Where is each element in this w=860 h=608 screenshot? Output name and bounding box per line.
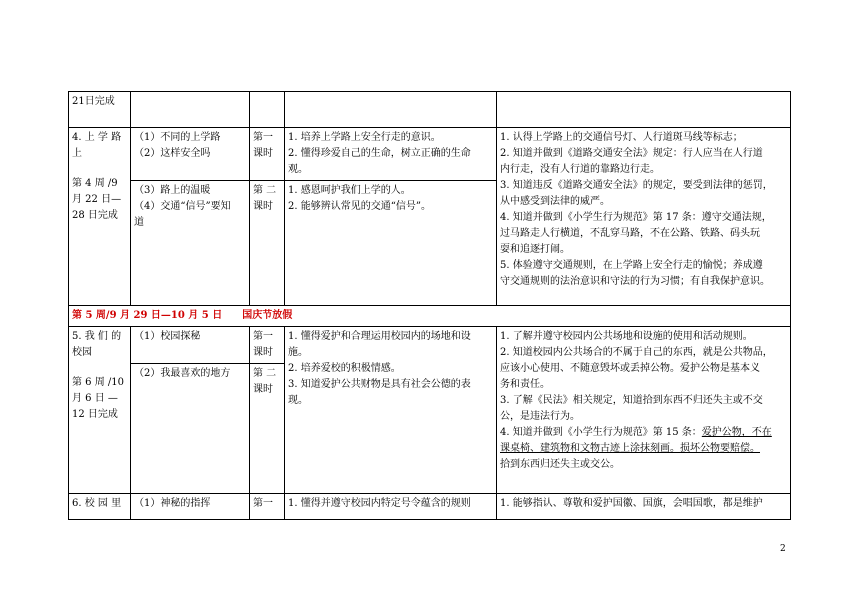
period-cell [250,92,285,128]
period-cell: 第一 课时 [250,128,285,181]
rule-underlined-1: 爱护公物，不在 [701,427,772,438]
table-row [69,327,791,364]
unit-cell: 5. 我 们 的 校园 第 6 周 /10 月 6 日 — 12 日完成 [69,327,131,494]
holiday-banner [69,306,791,327]
lesson-cell: （2）我最喜欢的地方 [131,364,250,494]
goal-cell: 1. 感恩呵护我们上学的人。 2. 能够辨认常见的交通“信号”。 [285,181,497,306]
rule-prefix: 4. 知道并做到《小学生行为规范》第 15 条： [500,427,702,438]
lesson-cell: （3）路上的温暖 （4）交通“信号”要知 道 [131,181,250,306]
period-cell: 第一 课时 [250,327,285,364]
lesson-cell: （1）校园探秘 [131,327,250,364]
goal-cell: 1. 懂得并遵守校园内特定号令蕴含的规则 [285,494,497,520]
period-cell: 第 二 课时 [250,364,285,494]
content-cell: 1. 认得上学路上的交通信号灯、人行道斑马线等标志； 2. 知道并做到《道路交通安全法》规定：行人应当在人行道 内行走，没有人行道的靠路边行走。 3. 知道违反《道路交通安全法》的规定，要受到法律的惩罚， 从中感受到法律的威严。 4. 知道并做到《小学生行为规范》第 17 条：遵守交通法规， 过马路走人行横道，不乱穿马路，不在公路、铁路、码头玩 耍和追逐打闹。 5. 体验遵守交通规则，在上学路上安全行走的愉悦；养成遵 守交通规则的法治意识和守法的行为习惯；有自我保护意识。 [497,128,791,306]
table-row [69,494,791,520]
content-cell: 1. 了解并遵守校园内公共场地和设施的使用和活动规则。 2. 知道校园内公共场合的不属于自己的东西，就是公共物品， 应该小心使用、不随意毁坏或丢掉公物。爱护公物是基本义 务和责任。 3. 了解《民法》相关规定，知道拾到东西不归还失主或不交 公，是违法行为。 4. 知道并做到《小学生行为规范》第 15 条：爱护公物，不在 课桌椅、建筑物和文物古迹上涂抹刻画。损坏公物要赔偿。 拾到东西归还失主或交公。 [497,327,791,494]
lesson-cell: （1）神秘的指挥 [131,494,250,520]
page-number: 2 [780,544,786,554]
holiday-banner-row [69,306,791,327]
content-cell: 1. 能够指认、尊敬和爱护国徽、国旗，会唱国歌，都是维护 [497,494,791,520]
unit-cell: 21日完成 [69,92,131,128]
lesson-cell: （1）不同的上学路 （2）这样安全吗 [131,128,250,181]
content-cell [497,92,791,128]
lesson-cell [131,92,250,128]
goal-cell: 1. 培养上学路上安全行走的意识。 2. 懂得珍爱自己的生命，树立正确的生命 观。 [285,128,497,181]
period-cell: 第一 [250,494,285,520]
banner-week: 第 5 周/9 月 29 日—10 月 5 日 [72,310,223,321]
table-row [69,128,791,181]
goal-cell [285,92,497,128]
unit-cell: 6. 校 园 里 [69,494,131,520]
curriculum-table [68,91,791,520]
table-row [69,92,791,128]
rule-underlined-2: 课桌椅、建筑物和文物古迹上涂抹刻画。损坏公物要赔偿。 [500,443,760,454]
banner-holiday: 国庆节放假 [242,310,293,321]
period-cell: 第 二 课时 [250,181,285,306]
unit-cell: 4. 上 学 路 上 第 4 周 /9 月 22 日— 28 日完成 [69,128,131,306]
goal-cell: 1. 懂得爱护和合理运用校园内的场地和设 施。 2. 培养爱校的积极情感。 3. 知道爱护公共财物是具有社会公德的表 现。 [285,327,497,494]
